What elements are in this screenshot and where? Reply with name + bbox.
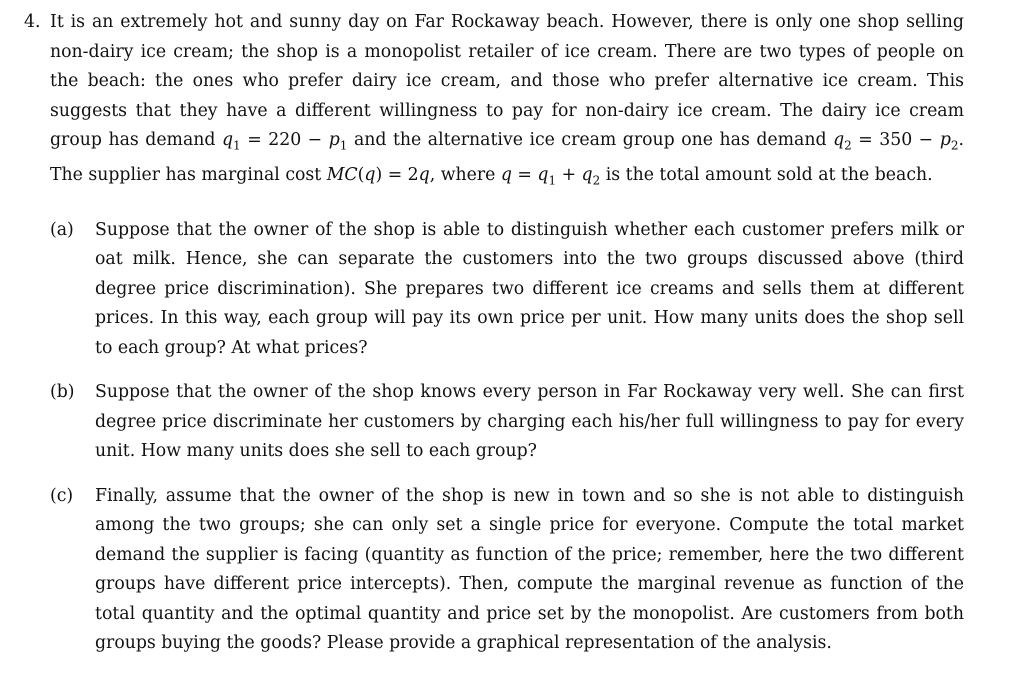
demand-2-rhs-a: = 350 − (851, 130, 940, 150)
intro-text-2: and the alternative ice cream group one has demand (347, 130, 834, 150)
sum-q2: $q_2$ (581, 164, 601, 188)
var-p1: $p_1$ (328, 130, 348, 153)
var-q2: $q_2$ (833, 130, 852, 153)
var-q1: $q_1$ (221, 130, 241, 153)
mc-q: q (418, 164, 430, 185)
subquestion-label: (b) (50, 382, 75, 403)
subquestion-text: Finally, assume that the owner of the shop is new in town and so she is not able to distinguish among the two groups; she can only set a single price for everyone. Compute the total market demand the supplier is facing (quantity as function of the price; remember, here the two different groups have different price intercepts). Then, compute the marginal revenue as function of the total quantity and the optimal quantity and price set by the monopolist. Are customers from both groups buying the goods? Please provide a graphical representation of the analysis. (95, 485, 964, 654)
demand-1-rhs-a: = 220 − (240, 130, 329, 150)
subquestion-label: (a) (50, 219, 74, 240)
subquestions (50, 216, 964, 659)
mc-equals: ) = 2 (375, 164, 419, 185)
subquestion-text: Suppose that the owner of the shop knows every person in Far Rockaway very well. She can first degree price discriminate her customers by charging each his/her full willingness to pay for every unit. How many units does she sell to each group? (95, 382, 964, 462)
mc-arg-q: q (364, 164, 376, 185)
sum-equals: = (511, 164, 538, 185)
intro-text-4: , where (429, 164, 501, 185)
subquestion-a (50, 216, 964, 364)
problem-number: 4. (24, 12, 41, 32)
subquestion-c (50, 482, 964, 659)
mc-symbol: MC (326, 164, 358, 185)
subquestion-text: Suppose that the owner of the shop is able to distinguish whether each customer prefers milk or oat milk. Hence, she can separate the customers into the two groups discussed above (third degree price discrimination). She prepares two different ice creams and sells them at different prices. In this way, each group will pay its own price per unit. How many units does the shop sell to each group? At what prices? (95, 219, 964, 358)
var-q-total: q (500, 164, 512, 185)
intro-text-5: is the total amount sold at the beach. (600, 164, 933, 185)
subquestion-b (50, 378, 964, 467)
problem-intro (50, 8, 964, 196)
problem-statement (24, 8, 964, 196)
intro-text-1: It is an extremely hot and sunny day on Far Rockaway beach. However, there is only one shop selling non-dairy ice cream; the shop is a monopolist retailer of ice cream. There are two types of people on the beach: the ones who prefer dairy ice cream, and those who prefer alternative ice cream. This suggests that they have a different willingness to pay for non-dairy ice cream. The dairy ice cream group has demand (50, 12, 964, 150)
var-p2: $p_2$ (939, 130, 959, 153)
sum-plus: + (556, 164, 582, 185)
subquestion-label: (c) (50, 485, 74, 506)
sum-q1: $q_1$ (537, 164, 557, 188)
mc-open-paren: ( (357, 164, 365, 185)
intro-text-3: . The supplier has marginal cost (50, 130, 965, 185)
problem-4 (24, 8, 964, 674)
